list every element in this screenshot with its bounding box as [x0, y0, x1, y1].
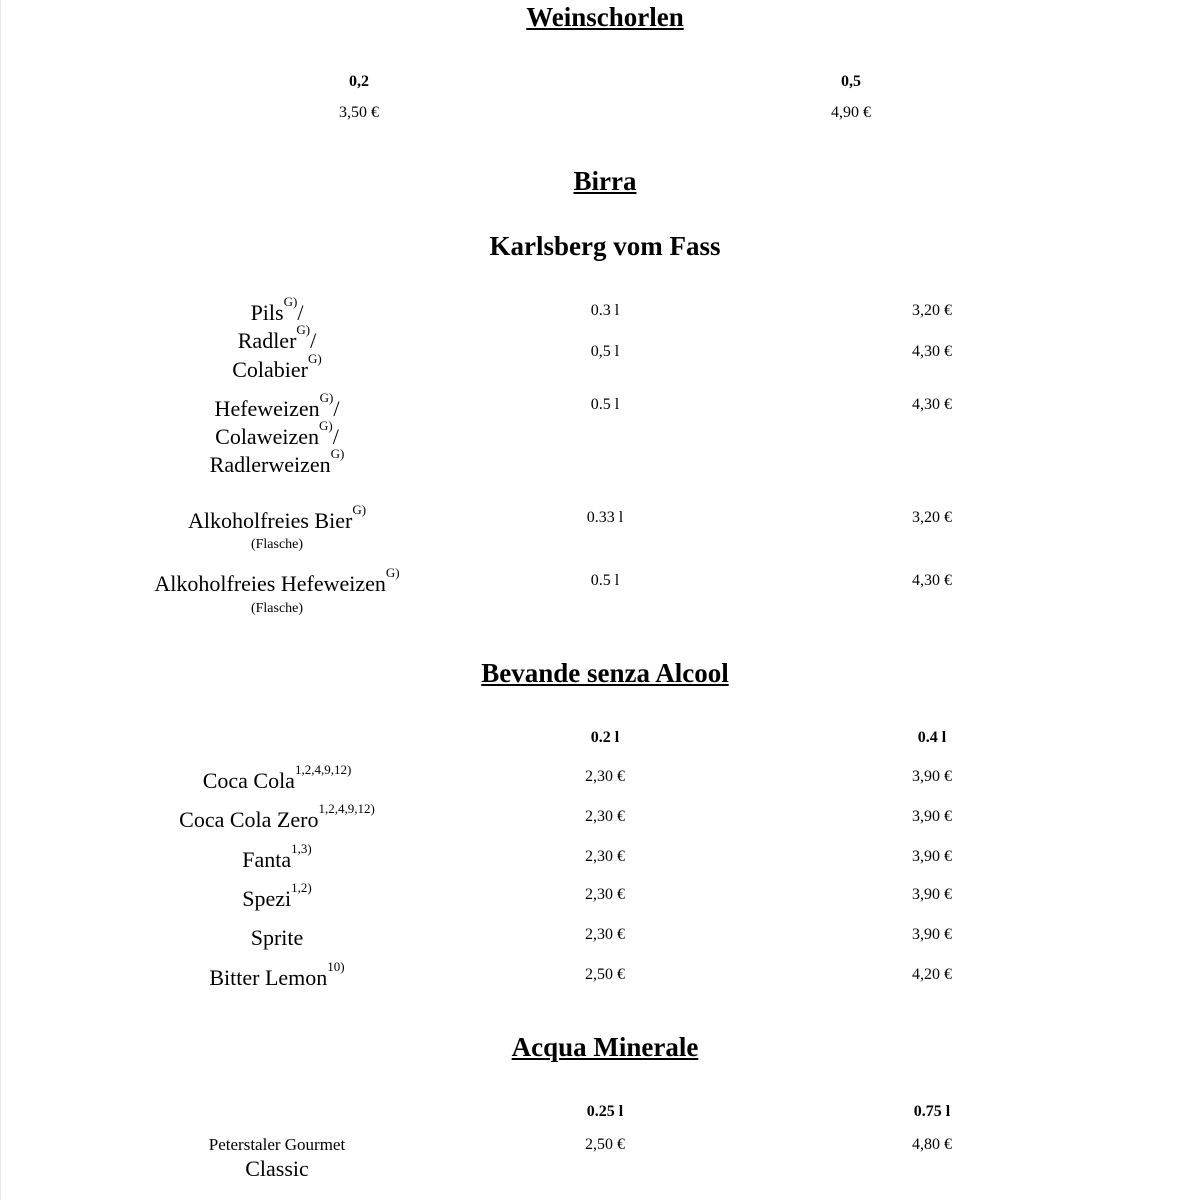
additive-mark: 1,2) — [291, 880, 312, 895]
weinschorle-price-large: 4,90 € — [831, 104, 871, 121]
section-heading-birra: Birra — [573, 166, 637, 196]
softdrink-price-small: 2,50 € — [585, 966, 625, 983]
beer-item-pils: Pils$^{G)}$/ — [250, 294, 304, 325]
additive-mark: 1,3) — [291, 841, 312, 856]
water-item-line1: Peterstaler Gourmet — [208, 1135, 346, 1154]
beer-price: 4,30 € — [912, 396, 952, 413]
softdrink-sprite: Sprite — [250, 925, 304, 950]
allergen-mark: G) — [308, 351, 322, 366]
allergen-mark: G) — [319, 390, 334, 405]
water-price-small: 2,50 € — [585, 1136, 625, 1153]
allergen-mark: G) — [352, 502, 367, 517]
beer-item-radlerweizen: Radlerweizen$^{G)}$ — [209, 446, 345, 477]
beer-item-colabier: Colabier$^{G)}$ — [232, 351, 322, 382]
water-size-large: 0.75 l — [913, 1103, 951, 1120]
beer-item-colaweizen: Colaweizen$^{G)}$/ — [215, 418, 339, 449]
section-heading-bevande: Bevande senza Alcool — [481, 658, 729, 688]
beer-price: 3,20 € — [912, 509, 952, 526]
water-item-line2: Classic — [245, 1156, 309, 1181]
softdrink-price-large: 3,90 € — [912, 768, 952, 785]
beer-size: 0.3 l — [590, 302, 620, 319]
additive-mark: 10) — [327, 959, 345, 974]
weinschorle-price-small: 3,50 € — [339, 104, 379, 121]
softdrink-price-small: 2,30 € — [585, 848, 625, 865]
softdrink-fanta: Fanta$^{1,3)}$ — [242, 841, 312, 872]
additive-mark: 1,2,4,9,12) — [294, 762, 352, 777]
beer-item-alkoholfreies-bier: Alkoholfreies Bier$^{G)}$ — [187, 502, 367, 533]
weinschorle-size-large: 0,5 — [841, 73, 861, 90]
allergen-mark: G) — [385, 565, 400, 580]
allergen-mark: G) — [296, 322, 311, 337]
allergen-mark: G) — [330, 446, 345, 461]
softdrink-price-large: 3,90 € — [912, 886, 952, 903]
beer-size: 0.33 l — [586, 509, 624, 526]
beer-price: 4,30 € — [912, 572, 952, 589]
additive-mark: 1,2,4,9,12) — [318, 801, 375, 816]
softdrink-price-large: 3,90 € — [912, 926, 952, 943]
softdrink-price-large: 3,90 € — [912, 808, 952, 825]
bottle-note: (Flasche) — [250, 601, 304, 616]
softdrink-coca-cola: Coca Cola$^{1,2,4,9,12)}$ — [202, 762, 352, 793]
beer-price: 3,20 € — [912, 302, 952, 319]
beer-price: 4,30 € — [912, 343, 952, 360]
section-heading-weinschorlen: Weinschorlen — [526, 2, 684, 32]
water-price-large: 4,80 € — [912, 1136, 952, 1153]
water-size-small: 0.25 l — [586, 1103, 624, 1120]
subheading-karlsberg: Karlsberg vom Fass — [489, 231, 721, 261]
softdrink-price-small: 2,30 € — [585, 768, 625, 785]
softdrink-price-small: 2,30 € — [585, 808, 625, 825]
beer-item-hefeweizen: Hefeweizen$^{G)}$/ — [214, 390, 340, 421]
weinschorle-size-small: 0,2 — [349, 73, 369, 90]
allergen-mark: G) — [319, 418, 333, 433]
softdrink-price-small: 2,30 € — [585, 926, 625, 943]
softdrink-price-small: 2,30 € — [585, 886, 625, 903]
beer-size: 0.5 l — [590, 572, 620, 589]
softdrink-spezi: Spezi$^{1,2)}$ — [242, 880, 312, 911]
softdrink-price-large: 4,20 € — [912, 966, 952, 983]
bottle-note: (Flasche) — [250, 537, 304, 552]
page-edge — [0, 0, 1, 1200]
beer-item-radler: Radler$^{G)}$/ — [237, 322, 317, 353]
allergen-mark: G) — [283, 294, 298, 309]
section-heading-acqua: Acqua Minerale — [511, 1032, 699, 1062]
beer-size: 0,5 l — [590, 343, 620, 360]
softdrink-coca-cola-zero: Coca Cola Zero$^{1,2,4,9,12)}$ — [179, 801, 375, 832]
softdrink-price-large: 3,90 € — [912, 848, 952, 865]
softdrink-size-small: 0.2 l — [590, 729, 620, 746]
beer-item-alkoholfreies-hefeweizen: Alkoholfreies Hefeweizen$^{G)}$ — [154, 565, 400, 596]
softdrink-size-large: 0.4 l — [917, 729, 947, 746]
beer-size: 0.5 l — [590, 396, 620, 413]
softdrink-bitter-lemon: Bitter Lemon$^{10)}$ — [209, 959, 345, 990]
